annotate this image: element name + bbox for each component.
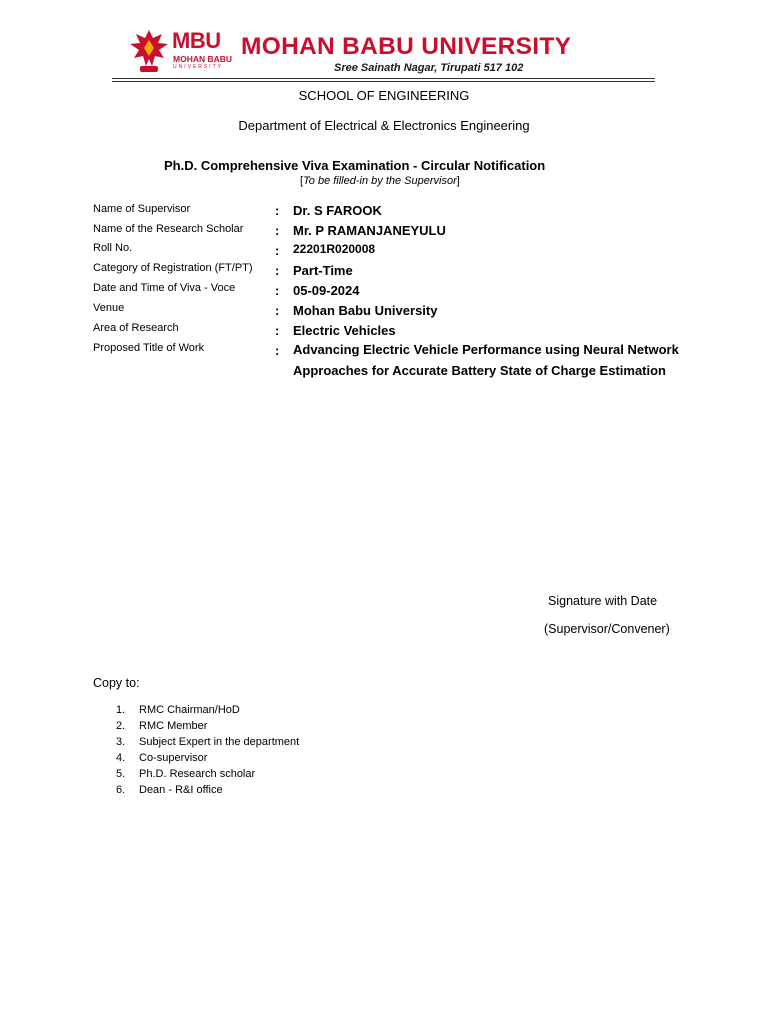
copy-to-heading: Copy to: xyxy=(93,676,140,690)
list-number: 3. xyxy=(116,736,126,748)
roll-no-label: Roll No. xyxy=(93,242,133,254)
field-colon: : xyxy=(275,283,280,298)
viva-date-label: Date and Time of Viva - Voce xyxy=(93,282,236,294)
title-of-work-label: Proposed Title of Work xyxy=(93,342,205,354)
university-address: Sree Sainath Nagar, Tirupati 517 102 xyxy=(334,62,524,74)
research-area-value: Electric Vehicles xyxy=(293,323,396,338)
roll-no-value: 22201R020008 xyxy=(293,242,376,256)
logo-subtitle-small: UNIVERSITY xyxy=(173,64,224,70)
list-text: Ph.D. Research scholar xyxy=(139,768,256,780)
header-divider-secondary xyxy=(112,81,655,82)
university-name: MOHAN BABU UNIVERSITY xyxy=(241,33,572,60)
viva-date-value: 05-09-2024 xyxy=(293,283,360,298)
supervisor-note: [To be filled-in by the Supervisor] xyxy=(300,175,460,187)
scholar-value: Mr. P RAMANJANEYULU xyxy=(293,223,446,238)
field-colon: : xyxy=(275,223,280,238)
list-text: Co-supervisor xyxy=(139,752,208,764)
supervisor-value: Dr. S FAROOK xyxy=(293,203,382,218)
signature-role: (Supervisor/Convener) xyxy=(544,622,670,636)
field-colon: : xyxy=(275,203,280,218)
list-number: 4. xyxy=(116,752,126,764)
category-value: Part-Time xyxy=(293,263,353,278)
list-number: 2. xyxy=(116,720,126,732)
list-text: Subject Expert in the department xyxy=(139,736,300,748)
header-divider xyxy=(112,78,655,79)
field-colon: : xyxy=(275,263,280,278)
field-colon: : xyxy=(275,243,280,258)
department-name: Department of Electrical & Electronics Engineering xyxy=(238,118,530,133)
list-text: RMC Chairman/HoD xyxy=(139,704,240,716)
list-number: 1. xyxy=(116,704,126,716)
list-text: RMC Member xyxy=(139,720,208,732)
venue-value: Mohan Babu University xyxy=(293,303,438,318)
research-area-label: Area of Research xyxy=(93,322,179,334)
scholar-label: Name of the Research Scholar xyxy=(93,223,244,235)
venue-label: Venue xyxy=(93,302,125,314)
notification-title: Ph.D. Comprehensive Viva Examination - Circular Notification xyxy=(164,158,546,173)
category-label: Category of Registration (FT/PT) xyxy=(93,262,253,274)
logo-wordmark: MBU xyxy=(172,28,221,53)
list-number: 5. xyxy=(116,768,126,780)
university-emblem-icon xyxy=(128,26,170,74)
logo-subtitle: MOHAN BABU xyxy=(173,54,233,64)
field-colon: : xyxy=(275,343,280,358)
field-colon: : xyxy=(275,323,280,338)
field-colon: : xyxy=(275,303,280,318)
supervisor-label: Name of Supervisor xyxy=(93,203,191,215)
list-text: Dean - R&I office xyxy=(139,784,223,796)
signature-label: Signature with Date xyxy=(548,594,658,608)
list-number: 6. xyxy=(116,784,126,796)
school-name: SCHOOL OF ENGINEERING xyxy=(298,88,470,103)
title-of-work-value: Advancing Electric Vehicle Performance using Neural Network Approaches for Accurate Battery State of Charge Estimation xyxy=(293,342,679,378)
